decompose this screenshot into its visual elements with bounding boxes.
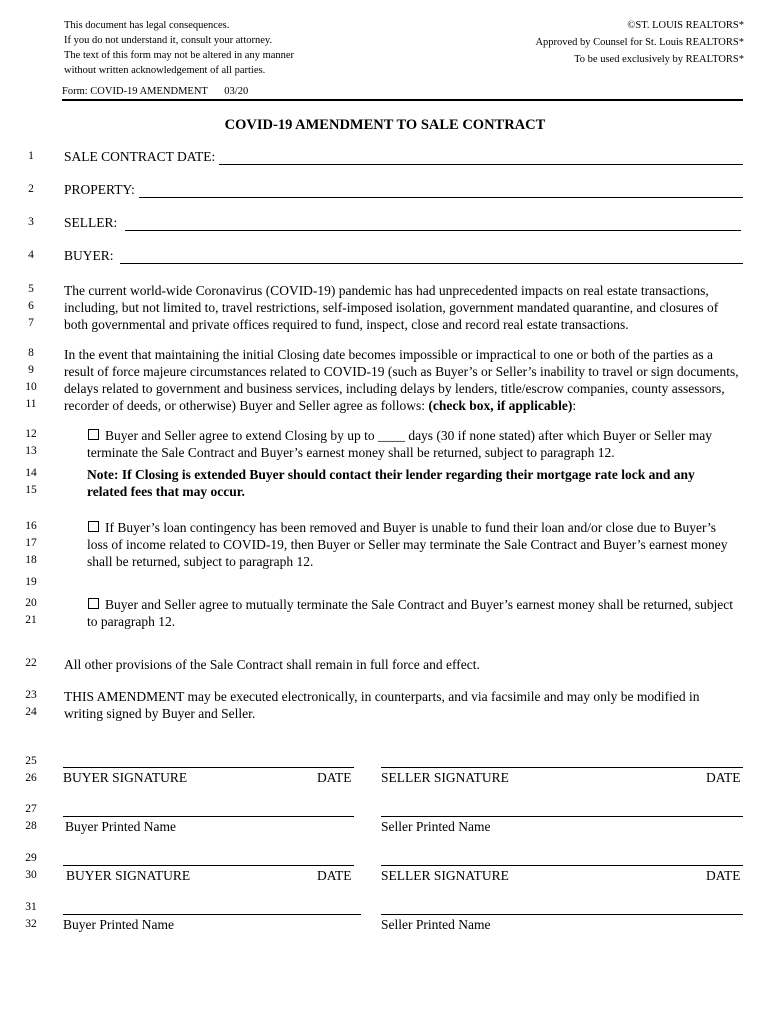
line-number: 20 (25, 597, 37, 609)
extend-closing-checkbox[interactable] (88, 429, 99, 440)
disclaimer-line: The text of this form may not be altered in any manner (64, 50, 295, 61)
line-number: 3 (28, 216, 34, 228)
line-number: 1 (28, 150, 34, 162)
note-line: Note: If Closing is extended Buyer should contact their lender regarding their mortgage rate lock and any (87, 467, 695, 482)
buyer-date-label: DATE (317, 770, 352, 785)
form-id (62, 86, 248, 97)
clause-line: writing signed by Buyer and Seller. (64, 706, 256, 721)
property-field[interactable] (64, 182, 743, 198)
clause-line: THIS AMENDMENT may be executed electronically, in counterparts, and via facsimile and may only be modified in (64, 689, 700, 704)
line-number: 25 (25, 755, 37, 767)
seller-field[interactable] (64, 215, 741, 231)
lender-note (87, 466, 743, 500)
sale-contract-date-field[interactable] (64, 149, 743, 165)
option-line (87, 519, 743, 536)
line-number: 5 (28, 283, 34, 295)
buyer-label: BUYER: (64, 248, 114, 263)
disclaimer-line: without written acknowledgement of all parties. (64, 65, 266, 76)
seller-date-label-2: DATE (706, 868, 741, 883)
paragraph-line: both governmental and private offices required to fund, inspect, close and record real estate transactions. (64, 317, 629, 332)
option-extend-closing (87, 427, 743, 461)
header-rule (62, 99, 743, 101)
copyright-line: ©ST. LOUIS REALTORS* (627, 20, 744, 31)
buyer-printed-name-line-2[interactable] (63, 914, 361, 915)
line-number: 31 (25, 901, 37, 913)
disclaimer-line: This document has legal consequences. (64, 20, 230, 31)
other-provisions-text: All other provisions of the Sale Contract shall remain in full force and effect. (64, 657, 480, 672)
seller-printed-name-label-2: Seller Printed Name (381, 917, 491, 932)
line-number: 18 (25, 554, 37, 566)
line-number: 32 (25, 918, 37, 930)
sale-contract-date-label: SALE CONTRACT DATE: (64, 149, 216, 164)
paragraph-line: result of force majeure circumstances related to COVID-19 (such as Buyer’s or Seller’s inability to travel or sign documents, (64, 364, 739, 379)
seller-label: SELLER: (64, 215, 118, 230)
line-number: 8 (28, 347, 34, 359)
seller-blank[interactable] (125, 217, 741, 231)
covid-impact-paragraph (64, 282, 743, 333)
option-line: terminate the Sale Contract and Buyer’s earnest money shall be returned, subject to paragraph 12. (87, 445, 615, 460)
line-number: 10 (25, 381, 37, 393)
option-line (87, 596, 743, 613)
sale-contract-date-blank[interactable] (219, 151, 743, 165)
seller-printed-name-label: Seller Printed Name (381, 819, 491, 834)
option-line (87, 427, 743, 444)
option-line: shall be returned, subject to paragraph 12. (87, 554, 314, 569)
document-title: COVID-19 AMENDMENT TO SALE CONTRACT (224, 117, 546, 133)
property-label: PROPERTY: (64, 182, 135, 197)
line-number: 16 (25, 520, 37, 532)
seller-printed-name-line[interactable] (381, 816, 743, 817)
buyer-field[interactable] (64, 248, 743, 264)
line-number: 13 (25, 445, 37, 457)
header-disclaimer (64, 18, 364, 78)
paragraph-line: In the event that maintaining the initial Closing date becomes impossible or impractical to one or both of the parties as a (64, 347, 713, 362)
option-line: to paragraph 12. (87, 614, 176, 629)
buyer-blank[interactable] (120, 250, 743, 264)
line-number: 17 (25, 537, 37, 549)
buyer-signature-label-2: BUYER SIGNATURE (66, 868, 191, 883)
header-copyright (444, 18, 744, 67)
line-number: 14 (25, 467, 37, 479)
line-number: 23 (25, 689, 37, 701)
seller-signature-label: SELLER SIGNATURE (381, 770, 509, 785)
option-loan-contingency (87, 519, 743, 570)
seller-signature-label-2: SELLER SIGNATURE (381, 868, 509, 883)
line-number: 27 (25, 803, 37, 815)
paragraph-line: The current world-wide Coronavirus (COVID-19) pandemic has had unprecedented impacts on real estate transactions, (64, 283, 709, 298)
disclaimer-line: If you do not understand it, consult your attorney. (64, 35, 273, 46)
line-number: 29 (25, 852, 37, 864)
execution-clause (64, 688, 743, 722)
paragraph-line (64, 397, 743, 414)
property-blank[interactable] (139, 184, 743, 198)
form-date: 03/20 (224, 86, 249, 97)
paragraph-text: recorder of deeds, or otherwise) Buyer and Seller agree as follows: (64, 398, 429, 413)
force-majeure-paragraph (64, 346, 743, 414)
buyer-printed-name-label-2: Buyer Printed Name (63, 917, 174, 932)
seller-signature-line-2[interactable] (381, 865, 743, 866)
mutual-terminate-checkbox[interactable] (88, 598, 99, 609)
buyer-signature-line[interactable] (63, 767, 354, 768)
line-number: 2 (28, 183, 34, 195)
check-box-instruction: (check box, if applicable) (428, 398, 573, 413)
line-number: 11 (25, 398, 37, 410)
option-line: loss of income related to COVID-19, then Buyer or Seller may terminate the Sale Contract and Buyer’s earnest money (87, 537, 728, 552)
option-text: Buyer and Seller agree to mutually terminate the Sale Contract and Buyer’s earnest money shall be returned, subject (105, 597, 734, 612)
line-number: 4 (28, 249, 34, 261)
buyer-signature-label: BUYER SIGNATURE (63, 770, 188, 785)
line-number: 22 (25, 657, 37, 669)
buyer-signature-line-2[interactable] (63, 865, 354, 866)
option-text: Buyer and Seller agree to extend Closing by up to ____ days (30 if none stated) after which Buyer or Seller may (105, 428, 712, 443)
line-number: 30 (25, 869, 37, 881)
option-text: If Buyer’s loan contingency has been removed and Buyer is unable to fund their loan and/or close due to Buyer’s (105, 520, 716, 535)
seller-date-label: DATE (706, 770, 741, 785)
note-line: related fees that may occur. (87, 484, 245, 499)
line-number: 9 (28, 364, 34, 376)
loan-contingency-checkbox[interactable] (88, 521, 99, 532)
line-number: 24 (25, 706, 37, 718)
line-number: 7 (28, 317, 34, 329)
line-number: 28 (25, 820, 37, 832)
buyer-printed-name-label: Buyer Printed Name (65, 819, 176, 834)
usage-line: To be used exclusively by REALTORS* (574, 54, 744, 65)
line-number: 26 (25, 772, 37, 784)
option-mutual-terminate (87, 596, 743, 630)
seller-printed-name-line-2[interactable] (381, 914, 743, 915)
line-number: 15 (25, 484, 37, 496)
buyer-date-label-2: DATE (317, 868, 352, 883)
paragraph-line: delays related to government and business services, including delays by lenders, title/escrow companies, county assessors, (64, 381, 725, 396)
line-number: 19 (25, 576, 37, 588)
line-number: 6 (28, 300, 34, 312)
line-number: 21 (25, 614, 37, 626)
approval-line: Approved by Counsel for St. Louis REALTORS* (535, 37, 744, 48)
paragraph-line: including, but not limited to, travel restrictions, self-imposed isolation, government mandated quarantine, and closures of (64, 300, 719, 315)
seller-signature-line[interactable] (381, 767, 743, 768)
form-label: Form: COVID-19 AMENDMENT (62, 86, 208, 97)
line-number: 12 (25, 428, 37, 440)
paragraph-colon: : (572, 398, 577, 413)
buyer-printed-name-line[interactable] (63, 816, 354, 817)
